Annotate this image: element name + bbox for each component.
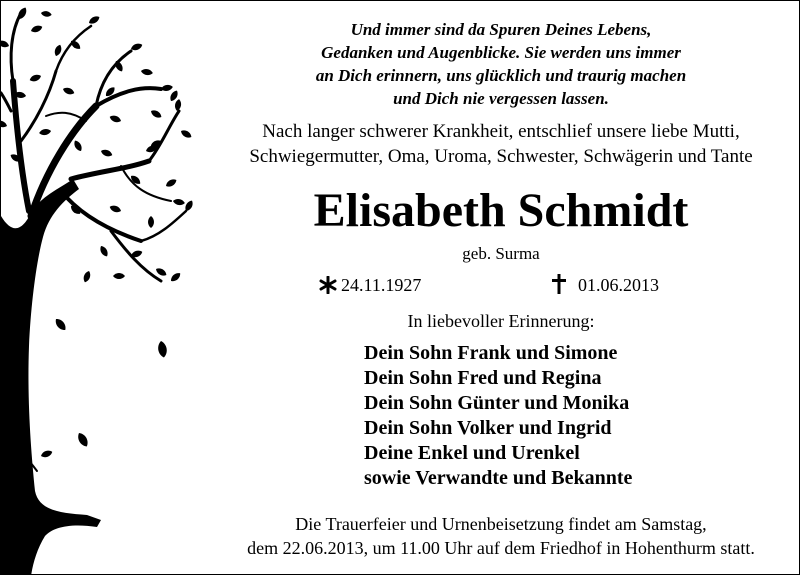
- service-line: Die Trauerfeier und Urnenbeisetzung findet am Samstag,: [295, 514, 707, 534]
- cross-icon: [552, 274, 566, 294]
- mourner-entry: Dein Sohn Frank und Simone: [364, 342, 618, 364]
- mourner-entry: Dein Sohn Fred und Regina: [364, 367, 602, 389]
- mourners-list: [364, 341, 632, 491]
- deceased-name: Elisabeth Schmidt: [313, 184, 689, 237]
- mourner-entry: Deine Enkel und Urenkel: [364, 442, 580, 464]
- birth-date: 24.11.1927: [341, 275, 422, 295]
- mourner-entry: sowie Verwandte und Bekannte: [364, 467, 633, 489]
- birth-name: geb. Surma: [462, 244, 540, 263]
- remembrance-heading: In liebevoller Erinnerung:: [407, 311, 595, 331]
- poem-line: an Dich erinnern, uns glücklich und traurig machen: [315, 66, 687, 85]
- mourner-entry: Dein Sohn Volker und Ingrid: [364, 417, 612, 439]
- death-date: 01.06.2013: [578, 275, 659, 295]
- poem-line: Und immer sind da Spuren Deines Lebens,: [350, 20, 652, 39]
- tree-silhouette-icon: [1, 1, 201, 575]
- service-line: dem 22.06.2013, um 11.00 Uhr auf dem Friedhof in Hohenthurm statt.: [247, 538, 755, 558]
- asterisk-icon: [319, 276, 337, 294]
- poem-line: und Dich nie vergessen lassen.: [393, 89, 609, 108]
- poem-line: Gedanken und Augenblicke. Sie werden uns immer: [321, 43, 681, 62]
- intro-line: Schwiegermutter, Oma, Uroma, Schwester, Schwägerin und Tante: [249, 146, 753, 167]
- mourner-entry: Dein Sohn Günter und Monika: [364, 392, 630, 414]
- intro-line: Nach langer schwerer Krankheit, entschlief unsere liebe Mutti,: [262, 121, 740, 142]
